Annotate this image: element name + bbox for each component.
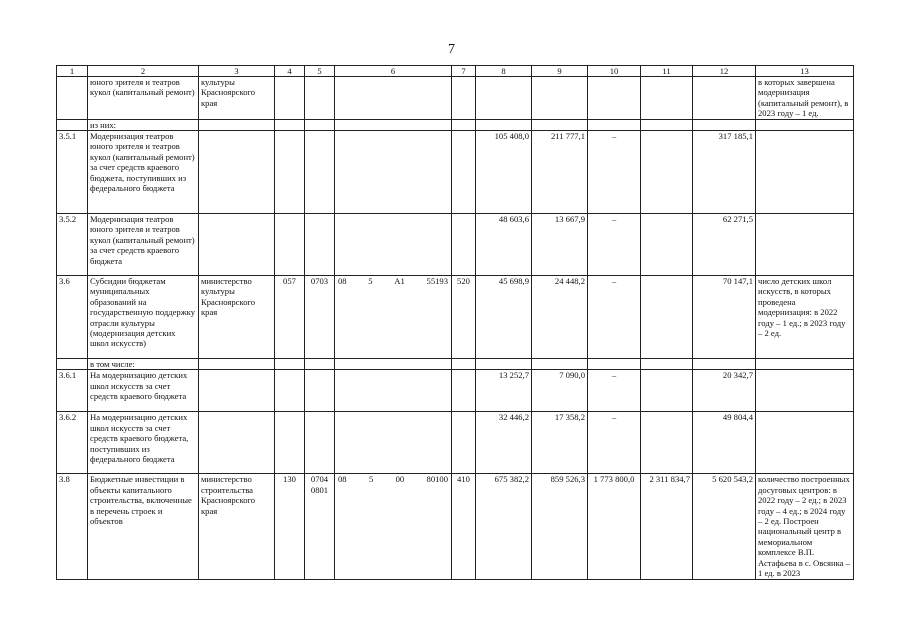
column-header: 13 [756, 66, 854, 77]
amount-2024-cell: – [588, 131, 641, 214]
event-name-cell: На модернизацию детских школ искусств за счет средств краевого бюджета, поступивших из федерального бюджета [88, 412, 199, 474]
row-number-cell [57, 77, 88, 120]
amount-2025-cell [641, 412, 693, 474]
expense-type-cell: 520 [452, 276, 476, 359]
expected-result-cell: в которых завершена модернизация (капитальный ремонт), в 2023 году – 1 ед. [756, 77, 854, 120]
table-row [57, 412, 854, 474]
amount-2023-cell: 24 448,2 [532, 276, 588, 359]
section-code-cell: 0703 [305, 276, 335, 359]
section-code-cell [305, 412, 335, 474]
section-code-cell [305, 131, 335, 214]
expense-type-cell [452, 370, 476, 412]
row-number-cell: 3.5.1 [57, 131, 88, 214]
table-body [57, 77, 854, 580]
target-article-cell [335, 77, 452, 120]
table-row [57, 276, 854, 359]
executor-cell: культуры Красноярского края [199, 77, 275, 120]
total-amount-cell: 20 342,7 [693, 370, 756, 412]
expense-type-cell [452, 77, 476, 120]
column-header: 9 [532, 66, 588, 77]
total-amount-cell: 317 185,1 [693, 131, 756, 214]
grbs-code-cell: 130 [275, 474, 305, 579]
event-name-cell: из них: [88, 119, 199, 130]
expense-type-cell [452, 359, 476, 370]
executor-cell: министерство строительства Красноярского края [199, 474, 275, 579]
amount-2024-cell: – [588, 214, 641, 276]
amount-2024-cell [588, 77, 641, 120]
expense-type-cell [452, 131, 476, 214]
column-header: 12 [693, 66, 756, 77]
row-number-cell [57, 119, 88, 130]
amount-2023-cell: 17 358,2 [532, 412, 588, 474]
executor-cell: министерство культуры Красноярского края [199, 276, 275, 359]
column-header: 11 [641, 66, 693, 77]
target-article-cell [335, 474, 452, 579]
expected-result-cell [756, 214, 854, 276]
amount-2024-cell [588, 359, 641, 370]
amount-2022-cell [476, 359, 532, 370]
amount-2024-cell [588, 119, 641, 130]
event-name-cell: юного зрителя и театров кукол (капитальный ремонт) [88, 77, 199, 120]
column-header: 6 [335, 66, 452, 77]
total-amount-cell: 62 271,5 [693, 214, 756, 276]
total-amount-cell: 70 147,1 [693, 276, 756, 359]
amount-2022-cell [476, 77, 532, 120]
target-article-cell [335, 370, 452, 412]
code-part: 08 [338, 474, 347, 485]
column-header: 7 [452, 66, 476, 77]
amount-2023-cell: 13 667,9 [532, 214, 588, 276]
amount-2023-cell: 7 090,0 [532, 370, 588, 412]
amount-2025-cell: 2 311 834,7 [641, 474, 693, 579]
row-number-cell: 3.8 [57, 474, 88, 579]
amount-2025-cell [641, 359, 693, 370]
code-part: А1 [394, 276, 405, 287]
expected-result-cell: число детских школ искусств, в которых проведена модернизация: в 2022 году – 1 ед.; в 2023 году – 2 ед. [756, 276, 854, 359]
event-name-cell: Модернизация театров юного зрителя и театров кукол (капитальный ремонт) за счет средств краевого бюджета [88, 214, 199, 276]
amount-2023-cell [532, 359, 588, 370]
amount-2025-cell [641, 131, 693, 214]
section-code-cell [305, 359, 335, 370]
amount-2025-cell [641, 214, 693, 276]
column-header: 2 [88, 66, 199, 77]
target-article-cell [335, 276, 452, 359]
grbs-code-cell [275, 214, 305, 276]
amount-2025-cell [641, 119, 693, 130]
event-name-cell: На модернизацию детских школ искусств за счет средств краевого бюджета [88, 370, 199, 412]
amount-2025-cell [641, 370, 693, 412]
expense-type-cell [452, 214, 476, 276]
row-number-cell: 3.6 [57, 276, 88, 359]
code-part: 80100 [426, 474, 448, 485]
grbs-code-cell [275, 359, 305, 370]
amount-2024-cell: – [588, 276, 641, 359]
column-header: 10 [588, 66, 641, 77]
total-amount-cell: 49 804,4 [693, 412, 756, 474]
amount-2025-cell [641, 77, 693, 120]
amount-2022-cell: 45 698,9 [476, 276, 532, 359]
table-row [57, 131, 854, 214]
code-part: 55193 [426, 276, 448, 287]
table-row [57, 474, 854, 579]
row-number-cell: 3.6.1 [57, 370, 88, 412]
table-row [57, 119, 854, 130]
page-number: 7 [448, 42, 455, 57]
total-amount-cell: 5 620 543,2 [693, 474, 756, 579]
executor-cell [199, 214, 275, 276]
grbs-code-cell [275, 119, 305, 130]
row-number-cell [57, 359, 88, 370]
amount-2025-cell [641, 276, 693, 359]
column-header: 5 [305, 66, 335, 77]
table-row [57, 359, 854, 370]
expected-result-cell [756, 119, 854, 130]
event-name-cell: в том числе: [88, 359, 199, 370]
amount-2022-cell: 48 603,6 [476, 214, 532, 276]
section-code-cell [305, 77, 335, 120]
executor-cell [199, 370, 275, 412]
executor-cell [199, 359, 275, 370]
amount-2022-cell: 675 382,2 [476, 474, 532, 579]
expected-result-cell: количество построенных досуговых центров: в 2022 году – 2 ед.; в 2023 году – 4 ед.; в 2024 году – 2 ед. Построен национальный центр в мемориальном комплексе В.П. Астафьева в с. Овсянка – 1 ед. в 2023 [756, 474, 854, 579]
grbs-code-cell [275, 131, 305, 214]
amount-2023-cell [532, 77, 588, 120]
code-part: 08 [338, 276, 347, 287]
executor-cell [199, 412, 275, 474]
expected-result-cell [756, 131, 854, 214]
amount-2023-cell: 211 777,1 [532, 131, 588, 214]
executor-cell [199, 119, 275, 130]
code-part: 5 [368, 474, 374, 485]
total-amount-cell [693, 119, 756, 130]
target-article-cell [335, 214, 452, 276]
amount-2024-cell: – [588, 412, 641, 474]
expense-type-cell [452, 412, 476, 474]
executor-cell [199, 131, 275, 214]
total-amount-cell [693, 77, 756, 120]
grbs-code-cell [275, 77, 305, 120]
event-name-cell: Субсидии бюджетам муниципальных образований на государственную поддержку отрасли культуры (модернизация детских школ искусств) [88, 276, 199, 359]
expected-result-cell [756, 370, 854, 412]
column-header: 8 [476, 66, 532, 77]
column-header: 3 [199, 66, 275, 77]
amount-2023-cell [532, 119, 588, 130]
budget-table [56, 65, 854, 580]
event-name-cell: Модернизация театров юного зрителя и театров кукол (капитальный ремонт) за счет средств краевого бюджета, поступивших из федерального бюджета [88, 131, 199, 214]
amount-2022-cell: 13 252,7 [476, 370, 532, 412]
grbs-code-cell: 057 [275, 276, 305, 359]
expected-result-cell [756, 412, 854, 474]
amount-2022-cell: 32 446,2 [476, 412, 532, 474]
section-code-cell: 0704 0801 [305, 474, 335, 579]
expense-type-cell: 410 [452, 474, 476, 579]
column-header: 1 [57, 66, 88, 77]
section-code-cell [305, 214, 335, 276]
amount-2023-cell: 859 526,3 [532, 474, 588, 579]
event-name-cell: Бюджетные инвестиции в объекты капитального строительства, включенные в перечень строек и объектов [88, 474, 199, 579]
code-part: 00 [395, 474, 405, 485]
expense-type-cell [452, 119, 476, 130]
amount-2022-cell: 105 408,0 [476, 131, 532, 214]
row-number-cell: 3.6.2 [57, 412, 88, 474]
amount-2024-cell: 1 773 800,0 [588, 474, 641, 579]
column-header: 4 [275, 66, 305, 77]
header-row [57, 66, 854, 77]
expected-result-cell [756, 359, 854, 370]
row-number-cell: 3.5.2 [57, 214, 88, 276]
total-amount-cell [693, 359, 756, 370]
section-code-cell [305, 119, 335, 130]
target-article-cell [335, 359, 452, 370]
table-row [57, 370, 854, 412]
table-row [57, 77, 854, 120]
target-article-cell [335, 412, 452, 474]
target-article-cell [335, 131, 452, 214]
amount-2022-cell [476, 119, 532, 130]
grbs-code-cell [275, 412, 305, 474]
section-code-cell [305, 370, 335, 412]
code-part: 5 [368, 276, 373, 287]
grbs-code-cell [275, 370, 305, 412]
amount-2024-cell: – [588, 370, 641, 412]
table-row [57, 214, 854, 276]
target-article-cell [335, 119, 452, 130]
